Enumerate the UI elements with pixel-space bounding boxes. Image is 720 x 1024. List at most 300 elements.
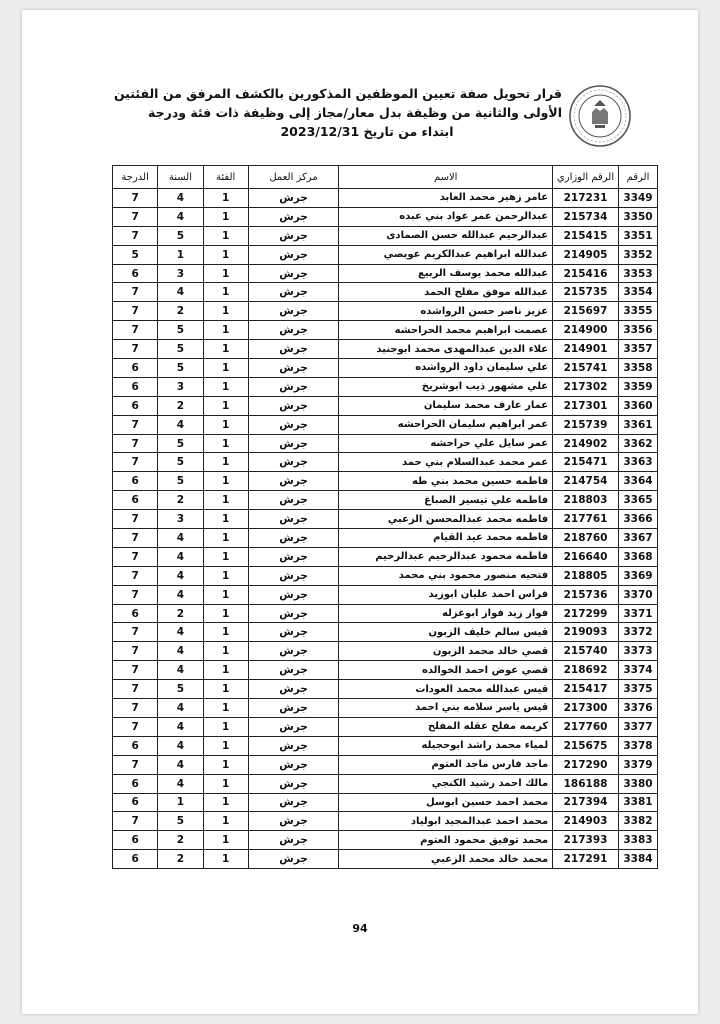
cell-ministerial-number: 217301 [553,396,619,415]
cell-grade: 7 [113,283,158,302]
cell-category: 1 [203,642,248,661]
cell-name: فاطمه محمود عبدالرحيم عبدالرحيم [339,547,553,566]
cell-year: 4 [158,585,203,604]
cell-serial-number: 3364 [618,472,657,491]
cell-work-center: جرش [248,699,338,718]
cell-serial-number: 3380 [618,774,657,793]
cell-year: 4 [158,736,203,755]
cell-serial-number: 3357 [618,340,657,359]
cell-ministerial-number: 215740 [553,642,619,661]
cell-name: محمد خالد محمد الزعبي [339,850,553,869]
cell-name: محمد توفيق محمود العتوم [339,831,553,850]
cell-work-center: جرش [248,812,338,831]
cell-grade: 7 [113,642,158,661]
cell-work-center: جرش [248,793,338,812]
cell-work-center: جرش [248,434,338,453]
cell-year: 2 [158,491,203,510]
header-year: السنة [158,166,203,189]
cell-ministerial-number: 215415 [553,226,619,245]
cell-serial-number: 3377 [618,717,657,736]
cell-serial-number: 3352 [618,245,657,264]
cell-serial-number: 3375 [618,680,657,699]
cell-serial-number: 3379 [618,755,657,774]
cell-grade: 7 [113,680,158,699]
cell-serial-number: 3359 [618,377,657,396]
cell-year: 4 [158,699,203,718]
header-grade: الدرجة [113,166,158,189]
cell-grade: 7 [113,510,158,529]
cell-serial-number: 3376 [618,699,657,718]
cell-category: 1 [203,699,248,718]
cell-ministerial-number: 215697 [553,302,619,321]
table-row [113,529,658,548]
cell-work-center: جرش [248,547,338,566]
cell-grade: 6 [113,359,158,378]
cell-serial-number: 3371 [618,604,657,623]
cell-name: قصي عوض احمد الخوالده [339,661,553,680]
cell-name: قيس ياسر سلامه بني احمد [339,699,553,718]
cell-year: 5 [158,812,203,831]
ministry-seal-icon [568,84,632,148]
cell-ministerial-number: 217760 [553,717,619,736]
cell-work-center: جرش [248,207,338,226]
header-line-3: ابتداء من تاريخ 2023/12/31 [280,124,454,139]
cell-serial-number: 3367 [618,529,657,548]
cell-name: عبدالرحمن عمر عواد بني عبده [339,207,553,226]
table-row [113,283,658,302]
document-page [22,10,698,1014]
cell-category: 1 [203,623,248,642]
cell-grade: 7 [113,226,158,245]
cell-work-center: جرش [248,189,338,208]
cell-work-center: جرش [248,377,338,396]
table-row [113,850,658,869]
table-row [113,793,658,812]
cell-name: فتحيه منصور محمود بني محمد [339,566,553,585]
cell-work-center: جرش [248,566,338,585]
cell-category: 1 [203,774,248,793]
cell-work-center: جرش [248,415,338,434]
header-line-1: قرار تحويل صفة تعيين الموظفين المذكورين بالكشف المرفق من الفئتين [113,86,562,101]
table-row [113,396,658,415]
cell-year: 1 [158,793,203,812]
cell-category: 1 [203,812,248,831]
cell-year: 1 [158,245,203,264]
cell-category: 1 [203,340,248,359]
table-row [113,717,658,736]
cell-serial-number: 3363 [618,453,657,472]
cell-ministerial-number: 217291 [553,850,619,869]
cell-grade: 7 [113,812,158,831]
cell-name: عبدالرحيم عبدالله حسن الصمادى [339,226,553,245]
cell-work-center: جرش [248,472,338,491]
cell-year: 3 [158,377,203,396]
table-row [113,755,658,774]
cell-serial-number: 3349 [618,189,657,208]
table-row [113,774,658,793]
table-row [113,302,658,321]
cell-work-center: جرش [248,245,338,264]
table-row [113,189,658,208]
cell-year: 4 [158,547,203,566]
cell-year: 5 [158,472,203,491]
cell-grade: 6 [113,850,158,869]
cell-work-center: جرش [248,661,338,680]
cell-category: 1 [203,207,248,226]
cell-name: كريمه مفلح عقله المفلح [339,717,553,736]
cell-ministerial-number: 215675 [553,736,619,755]
cell-name: ماجد فارس ماجد العتوم [339,755,553,774]
cell-grade: 7 [113,566,158,585]
cell-ministerial-number: 214901 [553,340,619,359]
cell-serial-number: 3362 [618,434,657,453]
cell-work-center: جرش [248,604,338,623]
cell-grade: 7 [113,434,158,453]
cell-name: عبدالله موفق مفلح الحمد [339,283,553,302]
cell-serial-number: 3355 [618,302,657,321]
cell-grade: 7 [113,623,158,642]
cell-grade: 7 [113,207,158,226]
header-name: الاسم [339,166,553,189]
cell-name: عامر زهير محمد العابد [339,189,553,208]
cell-year: 2 [158,302,203,321]
cell-ministerial-number: 217393 [553,831,619,850]
cell-serial-number: 3368 [618,547,657,566]
header-serial-number: الرقم [618,166,657,189]
cell-ministerial-number: 218692 [553,661,619,680]
cell-name: عبدالله محمد يوسف الربيع [339,264,553,283]
cell-year: 4 [158,717,203,736]
cell-name: فاطمه حسين محمد بني طه [339,472,553,491]
cell-grade: 7 [113,661,158,680]
cell-ministerial-number: 217299 [553,604,619,623]
cell-grade: 6 [113,831,158,850]
cell-work-center: جرش [248,453,338,472]
cell-year: 5 [158,680,203,699]
cell-category: 1 [203,434,248,453]
cell-category: 1 [203,359,248,378]
cell-name: محمد احمد عبدالمجيد ابولياد [339,812,553,831]
cell-name: علاء الدين عبدالمهدى محمد ابوجنيد [339,340,553,359]
cell-serial-number: 3373 [618,642,657,661]
cell-name: علي مشهور ذيب ابوشريخ [339,377,553,396]
cell-category: 1 [203,415,248,434]
employees-table [112,165,658,869]
table-row [113,547,658,566]
table-row [113,264,658,283]
cell-year: 5 [158,321,203,340]
table-row [113,642,658,661]
cell-serial-number: 3353 [618,264,657,283]
header-line-2: الأولى والثانية من وظيفة بدل معار/مجاز إلى وظيفة ذات فئة ودرجة [148,105,562,120]
cell-year: 5 [158,434,203,453]
cell-serial-number: 3383 [618,831,657,850]
cell-work-center: جرش [248,302,338,321]
table-row [113,434,658,453]
table-row [113,340,658,359]
cell-grade: 6 [113,604,158,623]
table-row [113,377,658,396]
cell-grade: 6 [113,736,158,755]
page-number: 94 [352,922,368,935]
cell-grade: 7 [113,547,158,566]
cell-ministerial-number: 186188 [553,774,619,793]
cell-serial-number: 3354 [618,283,657,302]
cell-serial-number: 3350 [618,207,657,226]
cell-year: 4 [158,529,203,548]
cell-category: 1 [203,566,248,585]
cell-ministerial-number: 214900 [553,321,619,340]
cell-category: 1 [203,189,248,208]
cell-ministerial-number: 215741 [553,359,619,378]
cell-name: عزيز ناصر حسن الرواشده [339,302,553,321]
cell-grade: 6 [113,774,158,793]
cell-category: 1 [203,529,248,548]
cell-ministerial-number: 216640 [553,547,619,566]
cell-serial-number: 3361 [618,415,657,434]
table-header-row [113,166,658,189]
table-row [113,623,658,642]
cell-category: 1 [203,510,248,529]
cell-year: 2 [158,396,203,415]
cell-grade: 6 [113,264,158,283]
table-row [113,566,658,585]
cell-ministerial-number: 217394 [553,793,619,812]
cell-ministerial-number: 217300 [553,699,619,718]
cell-ministerial-number: 215471 [553,453,619,472]
cell-work-center: جرش [248,529,338,548]
cell-grade: 7 [113,699,158,718]
cell-work-center: جرش [248,340,338,359]
table-row [113,736,658,755]
cell-grade: 6 [113,793,158,812]
cell-ministerial-number: 219093 [553,623,619,642]
cell-year: 3 [158,264,203,283]
cell-year: 5 [158,340,203,359]
cell-serial-number: 3374 [618,661,657,680]
cell-ministerial-number: 215417 [553,680,619,699]
cell-grade: 7 [113,585,158,604]
cell-year: 5 [158,359,203,378]
cell-category: 1 [203,585,248,604]
cell-work-center: جرش [248,510,338,529]
cell-name: قيس عبدالله محمد العودات [339,680,553,699]
cell-serial-number: 3370 [618,585,657,604]
cell-name: علي سليمان داود الرواشده [339,359,553,378]
cell-ministerial-number: 215734 [553,207,619,226]
cell-category: 1 [203,793,248,812]
cell-name: عمار عارف محمد سليمان [339,396,553,415]
table-row [113,661,658,680]
cell-name: قصي خالد محمد الزبون [339,642,553,661]
cell-name: مالك احمد رشيد الكنجي [339,774,553,793]
cell-serial-number: 3382 [618,812,657,831]
cell-ministerial-number: 215735 [553,283,619,302]
cell-work-center: جرش [248,680,338,699]
cell-work-center: جرش [248,264,338,283]
cell-grade: 7 [113,453,158,472]
cell-name: عصمت ابراهيم محمد الحراحشه [339,321,553,340]
cell-name: فراس احمد عليان ابوزيد [339,585,553,604]
cell-ministerial-number: 217290 [553,755,619,774]
table-row [113,604,658,623]
cell-name: عمر ابراهيم سليمان الحراحشه [339,415,553,434]
cell-category: 1 [203,661,248,680]
cell-ministerial-number: 215416 [553,264,619,283]
cell-grade: 5 [113,245,158,264]
cell-year: 4 [158,774,203,793]
cell-year: 2 [158,850,203,869]
header-ministerial-number: الرقم الوزاري [553,166,619,189]
cell-year: 2 [158,831,203,850]
cell-ministerial-number: 215739 [553,415,619,434]
cell-work-center: جرش [248,226,338,245]
cell-work-center: جرش [248,396,338,415]
cell-ministerial-number: 214754 [553,472,619,491]
table-row [113,812,658,831]
cell-ministerial-number: 218805 [553,566,619,585]
cell-category: 1 [203,831,248,850]
cell-work-center: جرش [248,585,338,604]
cell-grade: 7 [113,415,158,434]
cell-ministerial-number: 217302 [553,377,619,396]
table-row [113,472,658,491]
cell-serial-number: 3381 [618,793,657,812]
cell-grade: 7 [113,755,158,774]
cell-name: عمر محمد عبدالسلام بني حمد [339,453,553,472]
table-row [113,245,658,264]
cell-category: 1 [203,547,248,566]
cell-grade: 6 [113,396,158,415]
cell-work-center: جرش [248,283,338,302]
header-work-center: مركز العمل [248,166,338,189]
cell-category: 1 [203,453,248,472]
cell-year: 2 [158,604,203,623]
table-row [113,415,658,434]
cell-serial-number: 3351 [618,226,657,245]
cell-name: فاطمه محمد عبدالمحسن الزعبي [339,510,553,529]
cell-category: 1 [203,850,248,869]
cell-serial-number: 3369 [618,566,657,585]
cell-work-center: جرش [248,321,338,340]
cell-category: 1 [203,680,248,699]
table-row [113,491,658,510]
cell-name: فاطمه علي تيسير الصباغ [339,491,553,510]
cell-name: فاطمه محمد عيد القيام [339,529,553,548]
cell-grade: 6 [113,377,158,396]
cell-serial-number: 3356 [618,321,657,340]
cell-year: 4 [158,642,203,661]
cell-work-center: جرش [248,642,338,661]
cell-category: 1 [203,283,248,302]
table-row [113,359,658,378]
cell-grade: 7 [113,302,158,321]
cell-year: 5 [158,226,203,245]
header-category: الفئة [203,166,248,189]
cell-year: 3 [158,510,203,529]
cell-serial-number: 3378 [618,736,657,755]
cell-ministerial-number: 214903 [553,812,619,831]
cell-grade: 7 [113,529,158,548]
table-row [113,831,658,850]
cell-grade: 6 [113,491,158,510]
cell-category: 1 [203,321,248,340]
cell-name: عبدالله ابراهيم عبدالكريم عويصي [339,245,553,264]
cell-ministerial-number: 214905 [553,245,619,264]
cell-serial-number: 3366 [618,510,657,529]
cell-serial-number: 3372 [618,623,657,642]
cell-category: 1 [203,472,248,491]
cell-work-center: جرش [248,850,338,869]
cell-work-center: جرش [248,491,338,510]
cell-name: عمر سايل علي حراحشه [339,434,553,453]
cell-ministerial-number: 218760 [553,529,619,548]
table-row [113,321,658,340]
cell-year: 4 [158,661,203,680]
cell-category: 1 [203,396,248,415]
cell-serial-number: 3365 [618,491,657,510]
cell-ministerial-number: 217231 [553,189,619,208]
table-row [113,510,658,529]
cell-name: لمياء محمد راشد ابوحجيله [339,736,553,755]
cell-ministerial-number: 214902 [553,434,619,453]
cell-grade: 7 [113,321,158,340]
cell-name: محمد احمد حسين ابوسل [339,793,553,812]
cell-name: فواز زيد فواز ابوغزله [339,604,553,623]
table-row [113,207,658,226]
cell-serial-number: 3358 [618,359,657,378]
cell-category: 1 [203,604,248,623]
cell-serial-number: 3384 [618,850,657,869]
cell-year: 4 [158,283,203,302]
cell-work-center: جرش [248,755,338,774]
cell-work-center: جرش [248,717,338,736]
cell-work-center: جرش [248,623,338,642]
cell-grade: 7 [113,340,158,359]
cell-work-center: جرش [248,831,338,850]
cell-serial-number: 3360 [618,396,657,415]
table-row [113,680,658,699]
cell-year: 4 [158,623,203,642]
cell-category: 1 [203,755,248,774]
cell-grade: 7 [113,717,158,736]
cell-ministerial-number: 215736 [553,585,619,604]
cell-year: 4 [158,415,203,434]
table-row [113,226,658,245]
cell-name: قيس سالم خليف الزبون [339,623,553,642]
cell-year: 4 [158,755,203,774]
cell-work-center: جرش [248,774,338,793]
table-row [113,585,658,604]
decision-header [113,84,562,141]
cell-category: 1 [203,226,248,245]
cell-grade: 7 [113,189,158,208]
cell-grade: 6 [113,472,158,491]
cell-category: 1 [203,717,248,736]
cell-category: 1 [203,377,248,396]
cell-category: 1 [203,302,248,321]
cell-year: 4 [158,207,203,226]
cell-category: 1 [203,491,248,510]
table-row [113,453,658,472]
cell-category: 1 [203,736,248,755]
cell-year: 4 [158,189,203,208]
cell-year: 4 [158,566,203,585]
cell-work-center: جرش [248,359,338,378]
cell-year: 5 [158,453,203,472]
table-row [113,699,658,718]
cell-ministerial-number: 218803 [553,491,619,510]
